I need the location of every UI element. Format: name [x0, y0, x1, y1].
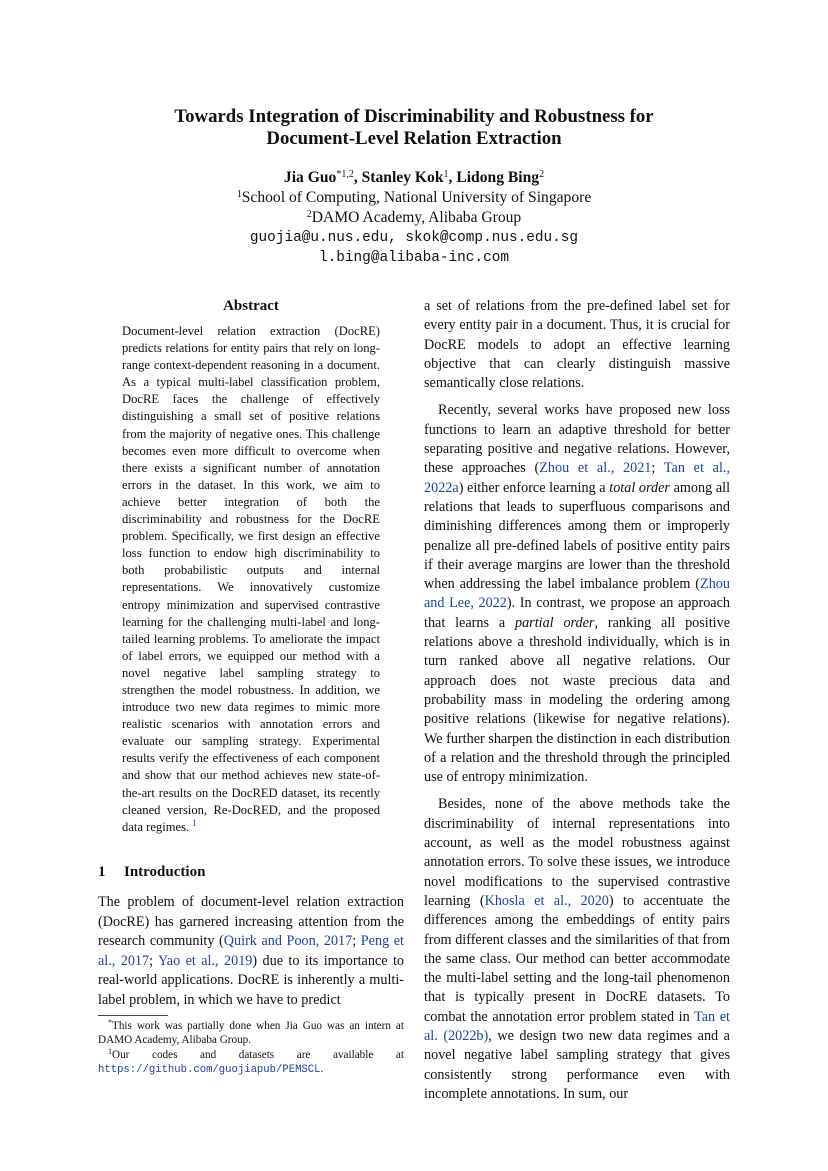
- intro-paragraph: a set of relations from the pre-defined label set for every entity pair in a document. Thus, it is crucial for DocRE models to adopt an effective learning objective that can clearly distinguish massive semantically close relations.: [424, 298, 730, 392]
- paragraph-text: among all relations that leads to superfluous comparisons and diminishing differences among them or improperly penalize all pre-defined labels of positive entity pairs if their average margins are lower than the threshold when addressing the label imbalance problem (: [424, 479, 731, 593]
- paragraph-text: , ranking all positive relations above a threshold individually, which is in turn ranked above all negative relations. Our approach does not waste precious data and probability mass in modeling the ordering among positive relations (likewise for negative relations). We further sharpen the distinction in each distribution of a relation and the threshold through the principled use of entropy minimization.: [424, 614, 730, 786]
- title-line-2: Document-Level Relation Extraction: [266, 128, 562, 149]
- intro-paragraph: [424, 401, 730, 787]
- separator: ;: [149, 952, 158, 969]
- footnote-text: This work was partially done when Jia Guo was an intern at DAMO Academy, Alibaba Group.: [98, 1020, 404, 1046]
- footnote-text: Our codes and datasets are available at: [112, 1049, 404, 1061]
- intro-paragraph: [424, 795, 730, 1104]
- footnotes: [98, 1019, 404, 1078]
- code-url-link[interactable]: https://github.com/guojiapub/PEMSCL: [98, 1064, 321, 1076]
- affiliation-sup: 2: [306, 209, 312, 220]
- section-title: Introduction: [124, 864, 206, 880]
- footnote-mark: 1: [108, 1047, 112, 1056]
- affiliation-text: School of Computing, National University of Singapore: [241, 189, 592, 206]
- separator: ;: [352, 933, 361, 950]
- author-names: Jia Guo$^{*1,2}$, Stanley Kok$^1$, Lidong Bing$^2$: [283, 169, 545, 186]
- footnote-ref[interactable]: 1: [192, 817, 197, 828]
- author-block: [0, 168, 828, 268]
- author-name: Stanley Kok: [361, 169, 444, 186]
- citation-link[interactable]: Quirk and Poon, 2017: [223, 933, 353, 950]
- citation-link[interactable]: Zhou et al., 2021: [539, 460, 652, 477]
- paragraph-text: ). In contrast, we propose an approach that learns a: [424, 595, 730, 631]
- abstract-body: Document-level relation extraction (DocRE) predicts relations for entity pairs that rely on long-range context-dependent reasoning in a document. As a typical multi-label classification problem, DocRE faces the challenge of effectively distinguishing a small set of positive relations from the majority of negative ones. This challenge becomes even more difficult to overcome when there exists a significant number of annotation errors in the dataset. In this work, we aim to achieve better integration of both the discriminability and robustness for the DocRE problem. Specifically, we first design an effective loss function to endow high discriminability to both probabilistic outputs and internal representations. We innovatively customize entropy minimization and supervised contrastive learning for the challenging multi-label and long-tailed learning problems. To ameliorate the impact of label errors, we equipped our method with a novel negative label sampling strategy to strengthen the model robustness. In addition, we introduce two new data regimes to mimic more realistic scenarios with annotation errors and evaluate our sampling strategy. Experimental results verify the effectiveness of each component and show that our method achieves new state-of-the-art results on the DocRED dataset, its recently cleaned version, Re-DocRED, and the proposed data regimes.: [122, 324, 380, 834]
- citation-link[interactable]: Tan et al., 2022a: [424, 460, 731, 496]
- paragraph-text: Besides, none of the above methods take the discriminability of internal representations into account, as well as the model robustness against annotation errors. To solve these issues, we introduce novel modifications to the supervised contrastive learning (: [424, 796, 730, 909]
- footnote-rule: [98, 1015, 168, 1016]
- paragraph-text: , we design two new data regimes and a novel negative label sampling strategy that gives consistently strong performance even with incomplete annotations. In sum, our: [424, 1027, 730, 1102]
- footnote-1: [98, 1019, 404, 1047]
- author-name: Lidong Bing: [456, 169, 540, 186]
- author-name: Jia Guo: [283, 169, 337, 186]
- paragraph-text: Recently, several works have proposed new loss functions to learn an adaptive threshold for better separating positive and negative relations. However, these approaches (: [424, 402, 730, 477]
- citation-link[interactable]: Tan et al. (2022b): [424, 1008, 730, 1044]
- title-line-1: Towards Integration of Discriminability and Robustness for: [174, 106, 654, 127]
- intro-paragraph-left: [98, 893, 404, 1011]
- abstract-text: [122, 323, 380, 836]
- citation-link[interactable]: Khosla et al., 2020: [484, 892, 609, 909]
- citation-link[interactable]: Zhou and Lee, 2022: [424, 576, 730, 612]
- author-sup: 2: [539, 169, 545, 180]
- affiliation-1: [0, 188, 828, 208]
- affiliation-text: DAMO Academy, Alibaba Group: [311, 209, 522, 226]
- right-column: [424, 297, 730, 1112]
- citation-link[interactable]: Yao et al., 2019: [157, 952, 253, 969]
- emphasis: total order: [609, 479, 670, 496]
- section-heading: [98, 862, 205, 882]
- email-line-2[interactable]: l.bing@alibaba-inc.com: [319, 250, 509, 266]
- paragraph-text: ) either enforce learning a: [458, 479, 610, 496]
- separator: ;: [651, 460, 664, 477]
- affiliation-2: [0, 208, 828, 228]
- emphasis: partial order: [514, 614, 595, 631]
- affiliation-sup: 1: [236, 189, 242, 200]
- footnote-2: [98, 1048, 404, 1077]
- paragraph-text: ) due to its importance to real-world applications. DocRE is inherently a multi-label problem, in which we have to predict: [98, 952, 404, 1008]
- footnote-end: .: [320, 1063, 324, 1075]
- paragraph-text: ) to accentuate the differences among the embeddings of entity pairs from different classes and the similarities of that from the same class. Our method can better accommodate the multi-label setting and the long-tail phenomenon that is typically present in DocRE datasets. To combat the annotation error problem stated in: [424, 892, 730, 1025]
- paragraph-text: The problem of document-level relation extraction (DocRE) has garnered increasing attention from the research community (: [98, 894, 404, 950]
- arxiv-stamp: [8, 372, 58, 842]
- paper-title: [0, 106, 828, 150]
- footnote-mark: *: [108, 1018, 112, 1027]
- email-line-1[interactable]: guojia@u.nus.edu, skok@comp.nus.edu.sg: [249, 230, 579, 246]
- author-sup: *1,2: [336, 169, 354, 180]
- citation-link[interactable]: Peng et al., 2017: [98, 933, 404, 969]
- section-number: 1: [98, 864, 106, 880]
- author-sup: 1: [443, 169, 449, 180]
- abstract-heading: Abstract: [223, 298, 279, 314]
